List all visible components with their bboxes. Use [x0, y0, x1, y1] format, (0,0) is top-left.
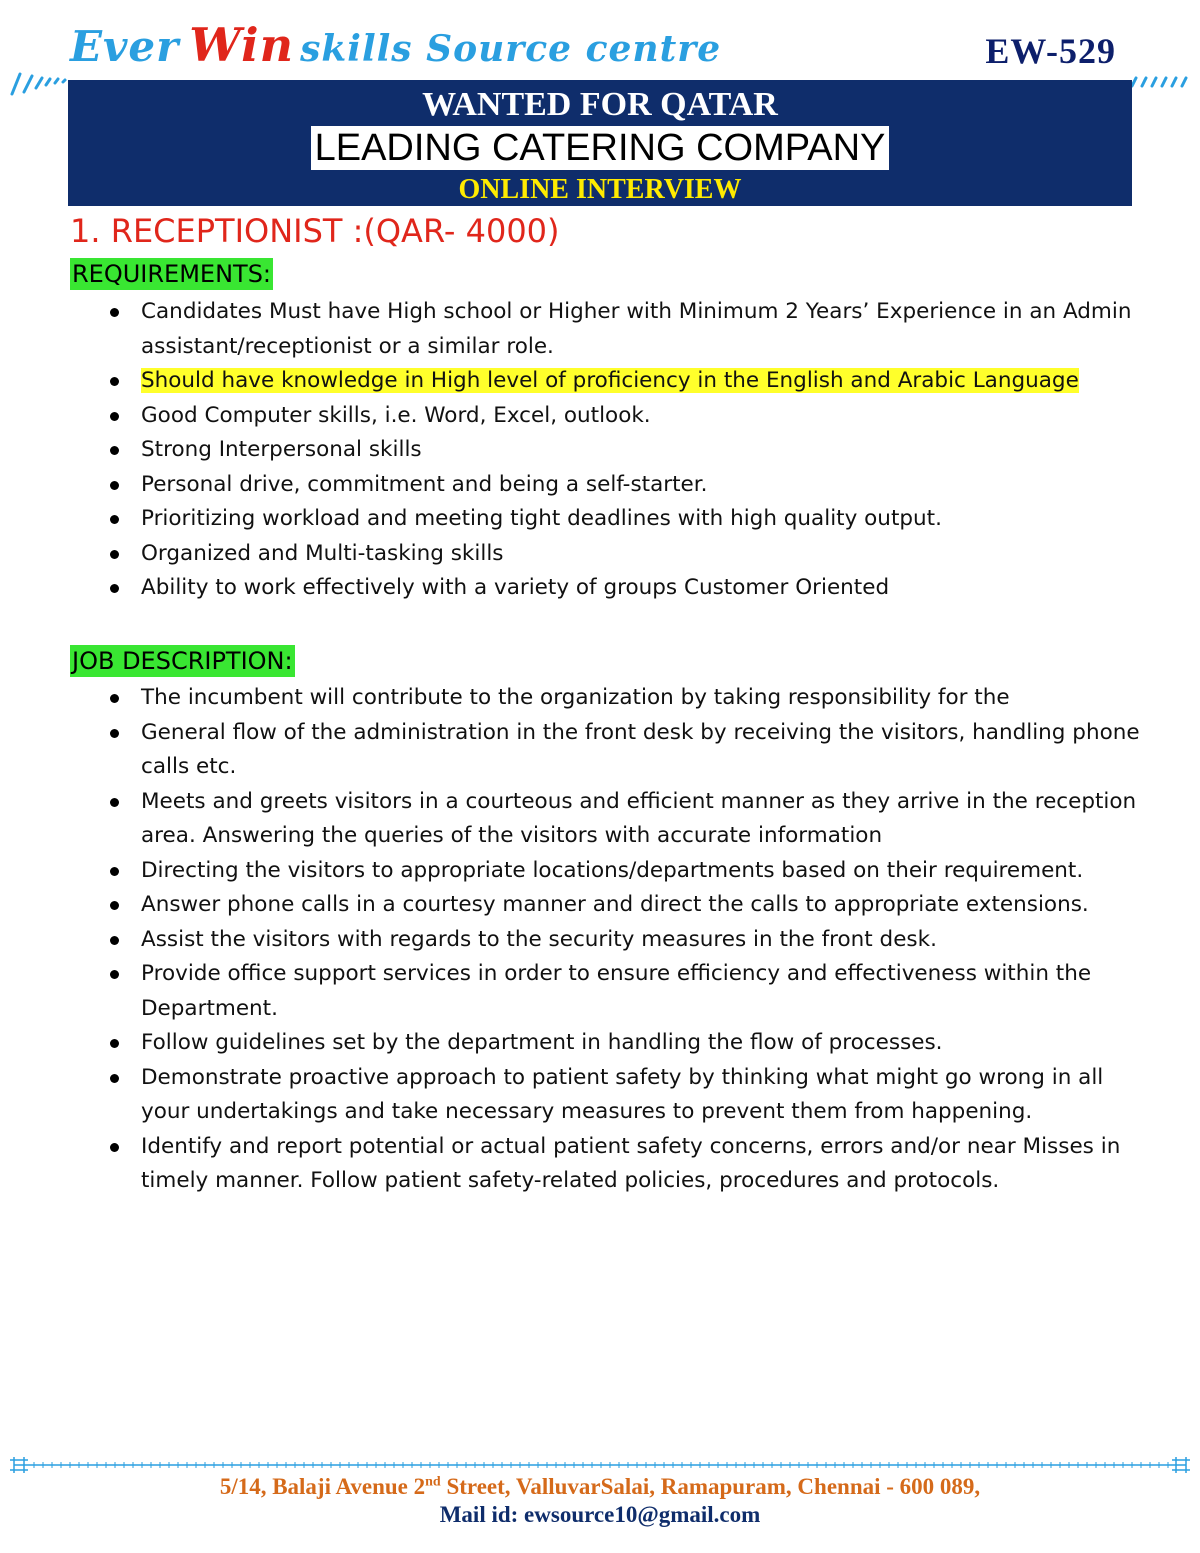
logo-word-ever: Ever — [70, 22, 180, 71]
decorative-slashes-left — [8, 70, 68, 96]
banner-title: WANTED FOR QATAR — [422, 86, 778, 123]
company-logo — [70, 18, 721, 78]
requirements-list — [104, 295, 1144, 606]
requirements-heading: REQUIREMENTS: — [72, 260, 272, 288]
list-item — [104, 433, 1144, 468]
list-item-text: Provide office support services in order to ensure efficiency and effectiveness within the Department. — [141, 961, 1092, 1021]
list-item-text: Meets and greets visitors in a courteous and efficient manner as they arrive in the reception area. Answering the queries of the visitors with accurate information — [141, 788, 1137, 848]
list-item — [104, 957, 1144, 1026]
list-item-text: Answer phone calls in a courtesy manner and direct the calls to appropriate extensions. — [141, 892, 1089, 917]
list-item-text: Demonstrate proactive approach to patient safety by thinking what might go wrong in all your undertakings and take necessary measures to prevent them from happening. — [141, 1064, 1104, 1124]
list-item-text: Strong Interpersonal skills — [141, 437, 422, 462]
list-item — [104, 716, 1144, 785]
list-item-text: Should have knowledge in High level of proficiency in the English and Arabic Language — [141, 368, 1079, 393]
decorative-slashes-right — [1128, 74, 1194, 90]
list-item-text: Candidates Must have High school or Higher with Minimum 2 Years’ Experience in an Admin assistant/receptionist or a similar role. — [141, 299, 1132, 359]
list-item-text: Good Computer skills, i.e. Word, Excel, outlook. — [141, 402, 651, 428]
list-item-text: Follow guidelines set by the department in handling the flow of processes. — [141, 1030, 943, 1055]
list-item — [104, 1130, 1144, 1199]
list-item — [104, 537, 1144, 572]
address-part2: Street, ValluvarSalai, Ramapuram, Chennai - 600 089, — [440, 1474, 981, 1499]
list-item — [104, 502, 1144, 537]
list-item-text: Identify and report potential or actual patient safety concerns, errors and/or near Misses in timely manner. Follow patient safety-related policies, procedures and protocols. — [141, 1133, 1121, 1193]
list-item — [104, 399, 1144, 434]
list-item — [104, 295, 1144, 364]
list-item-text: Ability to work effectively with a variety of groups Customer Oriented — [141, 575, 890, 600]
job-code: EW-529 — [985, 31, 1116, 71]
address-part1: 5/14, Balaji Avenue 2 — [219, 1474, 426, 1499]
list-item-text: General flow of the administration in the front desk by receiving the visitors, handling phone calls etc. — [141, 719, 1140, 779]
list-item-text: Assist the visitors with regards to the security measures in the front desk. — [141, 926, 937, 952]
job-description-heading: JOB DESCRIPTION: — [72, 647, 293, 675]
list-item-text: Prioritizing workload and meeting tight deadlines with high quality output. — [141, 506, 942, 531]
list-item — [104, 785, 1144, 854]
job-title: 1. RECEPTIONIST :(QAR- 4000) — [70, 212, 560, 250]
list-item — [104, 854, 1144, 889]
list-item — [104, 681, 1144, 716]
footer-email: Mail id: ewsource10@gmail.com — [439, 1502, 761, 1527]
banner-company-wrap — [68, 126, 1132, 170]
list-item-text: The incumbent will contribute to the organization by taking responsibility for the — [141, 685, 1010, 710]
list-item — [104, 1026, 1144, 1061]
header-banner — [68, 80, 1132, 206]
job-description-list — [104, 681, 1144, 1199]
address-superscript: nd — [425, 1474, 441, 1490]
list-item-text: Directing the visitors to appropriate locations/departments based on their requirement. — [141, 857, 1084, 883]
logo-word-win: Win — [189, 18, 295, 72]
list-item — [104, 571, 1144, 606]
banner-interview-type: ONLINE INTERVIEW — [458, 174, 742, 205]
footer-address — [0, 1474, 1200, 1500]
banner-company: LEADING CATERING COMPANY — [311, 126, 890, 170]
list-item — [104, 923, 1144, 958]
list-item — [104, 1061, 1144, 1130]
logo-words-rest: skills Source centre — [300, 28, 722, 70]
list-item — [104, 468, 1144, 503]
list-item-text: Organized and Multi-tasking skills — [141, 540, 504, 566]
list-item — [104, 888, 1144, 923]
list-item-highlighted — [104, 364, 1144, 399]
list-item-text: Personal drive, commitment and being a self-starter. — [141, 471, 708, 497]
